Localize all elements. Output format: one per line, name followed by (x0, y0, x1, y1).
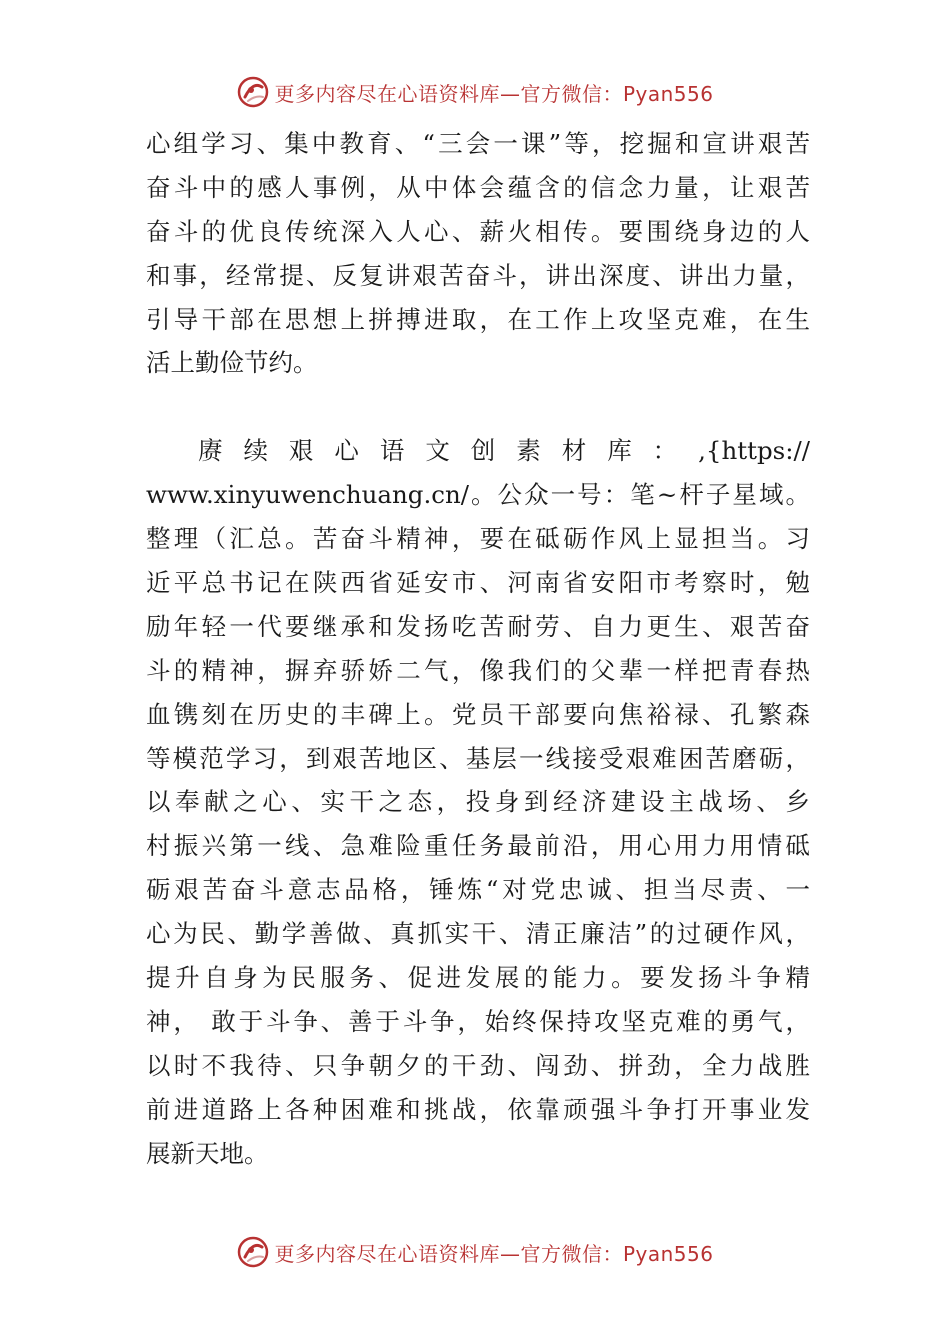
text-line: 近平总书记在陕西省延安市、河南省安阳市考察时，勉 (146, 568, 810, 598)
text-line: 以时不我待、只争朝夕的干劲、闯劲、拼劲，全力战胜 (146, 1050, 810, 1080)
text-line: 等模范学习，到艰苦地区、基层一线接受艰难困苦磨砺， (146, 743, 810, 773)
header-banner-text: 更多内容尽在心语资料库—官方微信：Pyan556 (274, 81, 714, 106)
text-line: 整理（汇总。苦奋斗精神，要在砥砺作风上显担当。习 (146, 524, 810, 554)
header-banner (0, 72, 950, 112)
xinyu-logo-icon (236, 75, 270, 109)
text-line: 神， 敢于斗争、善于斗争，始终保持攻坚克难的勇气， (146, 1006, 810, 1036)
footer-banner-text: 更多内容尽在心语资料库—官方微信：Pyan556 (274, 1241, 714, 1266)
text-line: 斗的精神，摒弃骄娇二气，像我们的父辈一样把青春热 (146, 655, 810, 685)
text-line: www.xinyuwenchuang.cn/。公众一号：笔~杆子星域。 (146, 480, 810, 510)
text-line: 奋斗的优良传统深入人心、薪火相传。要围绕身边的人 (146, 216, 810, 246)
text-line: 赓续艰心语文创素材库：,{https:// (198, 436, 810, 466)
text-line: 村振兴第一线、急难险重任务最前沿，用心用力用情砥 (146, 831, 810, 861)
document-body (146, 122, 810, 1175)
paragraph-1 (146, 122, 810, 385)
text-line: 砺艰苦奋斗意志品格，锤炼“对党忠诚、担当尽责、一 (146, 875, 810, 905)
paragraph-gap (146, 385, 810, 429)
footer-banner (0, 1232, 950, 1272)
text-line: 展新天地。 (146, 1138, 269, 1168)
paragraph-2 (146, 429, 810, 1175)
xinyu-logo-icon (236, 1235, 270, 1269)
text-line: 前进道路上各种困难和挑战，依靠顽强斗争打开事业发 (146, 1094, 810, 1124)
text-line: 和事，经常提、反复讲艰苦奋斗，讲出深度、讲出力量， (146, 260, 810, 290)
text-line: 活上勤俭节约。 (146, 348, 318, 378)
text-line: 奋斗中的感人事例，从中体会蕴含的信念力量，让艰苦 (146, 172, 810, 202)
text-line: 提升自身为民服务、促进发展的能力。要发扬斗争精 (146, 963, 810, 993)
text-line: 心组学习、集中教育、“三会一课”等，挖掘和宣讲艰苦 (146, 129, 810, 158)
text-line: 血镌刻在历史的丰碑上。党员干部要向焦裕禄、孔繁森 (146, 699, 810, 729)
text-line: 以奉献之心、实干之态，投身到经济建设主战场、乡 (146, 787, 810, 817)
text-line: 引导干部在思想上拼搏进取，在工作上攻坚克难，在生 (146, 304, 810, 334)
text-line: 心为民、勤学善做、真抓实干、清正廉洁”的过硬作风， (146, 919, 810, 949)
text-line: 励年轻一代要继承和发扬吃苦耐劳、自力更生、艰苦奋 (146, 611, 810, 641)
